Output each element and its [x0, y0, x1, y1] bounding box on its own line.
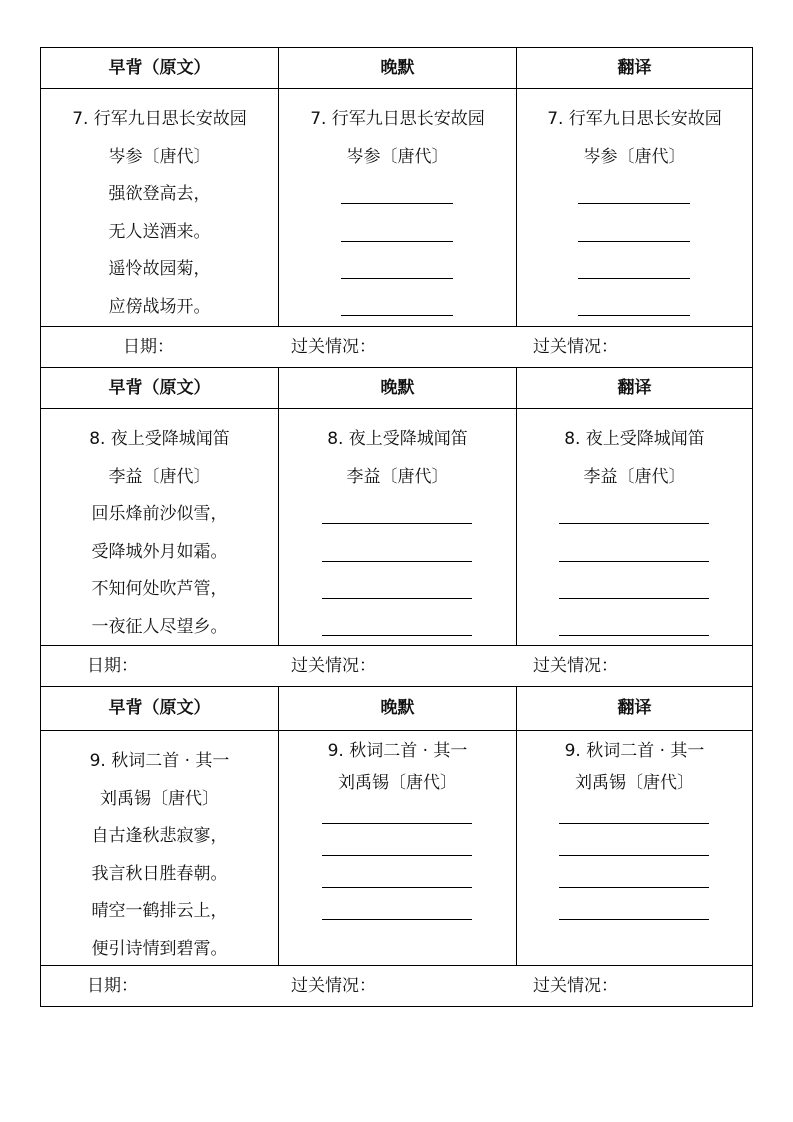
poem-block-8 [41, 368, 752, 686]
poem-line: 应傍战场开。 [108, 296, 211, 317]
blank-line[interactable] [341, 278, 453, 279]
blank-line[interactable] [322, 523, 472, 524]
blank-line[interactable] [578, 203, 690, 204]
translate-column [517, 101, 752, 176]
blank-line[interactable] [322, 598, 472, 599]
blank-line[interactable] [559, 523, 709, 524]
pass-status-label: 过关情况： [291, 976, 376, 996]
recitation-sheet [40, 47, 753, 1007]
poem-line: 我言秋日胜春朝。 [91, 863, 228, 884]
blank-line[interactable] [559, 919, 709, 920]
footer-row [41, 965, 752, 1007]
blank-line[interactable] [578, 315, 690, 316]
blank-line[interactable] [341, 203, 453, 204]
header-row [41, 687, 752, 731]
footer-row [41, 326, 752, 368]
poem-title: 9. 秋词二首 · 其一 [564, 741, 705, 761]
pass-status-label: 过关情况： [533, 337, 618, 357]
poem-line: 受降城外月如霜。 [91, 541, 228, 562]
blank-line[interactable] [559, 887, 709, 888]
blank-line[interactable] [322, 887, 472, 888]
header-translate: 翻译 [617, 58, 652, 78]
header-evening: 晚默 [380, 378, 415, 398]
poem-line: 晴空一鹤排云上， [91, 901, 228, 921]
poem-block-7 [41, 48, 752, 368]
pass-status-label: 过关情况： [533, 656, 618, 676]
pass-status-label: 过关情况： [533, 976, 618, 996]
header-original: 早背（原文） [108, 58, 211, 78]
poem-line: 遥怜故园菊， [108, 259, 211, 279]
blank-line[interactable] [559, 561, 709, 562]
header-original: 早背（原文） [108, 378, 211, 398]
blank-line[interactable] [559, 823, 709, 824]
blank-line[interactable] [322, 855, 472, 856]
poem-author: 刘禹锡〔唐代〕 [100, 788, 219, 809]
poem-block-9 [41, 687, 752, 1006]
translate-column [517, 421, 752, 496]
original-text-column [41, 421, 278, 646]
poem-line: 不知何处吹芦管， [91, 579, 228, 599]
poem-title: 8. 夜上受降城闻笛 [564, 429, 705, 449]
poem-author: 刘禹锡〔唐代〕 [575, 773, 694, 793]
poem-title: 7. 行军九日思长安故园 [310, 109, 485, 129]
poem-title: 7. 行军九日思长安故园 [72, 109, 247, 129]
poem-author: 岑参〔唐代〕 [108, 146, 211, 167]
header-translate: 翻译 [617, 378, 652, 398]
header-row [41, 368, 752, 409]
blank-line[interactable] [341, 315, 453, 316]
poem-title: 9. 秋词二首 · 其一 [327, 741, 468, 761]
header-row [41, 48, 752, 89]
blank-line[interactable] [559, 598, 709, 599]
blank-line[interactable] [322, 919, 472, 920]
date-label: 日期： [87, 656, 138, 676]
blank-line[interactable] [578, 241, 690, 242]
poem-author: 李益〔唐代〕 [583, 466, 686, 487]
footer-row [41, 645, 752, 687]
original-text-column [41, 743, 278, 968]
pass-status-label: 过关情况： [291, 337, 376, 357]
header-evening: 晚默 [380, 58, 415, 78]
header-evening: 晚默 [380, 698, 415, 718]
blank-line[interactable] [559, 855, 709, 856]
date-label: 日期： [87, 976, 138, 996]
original-text-column [41, 101, 278, 326]
pass-status-label: 过关情况： [291, 656, 376, 676]
poem-line: 无人送酒来。 [108, 221, 211, 242]
poem-line: 一夜征人尽望乡。 [91, 616, 228, 637]
poem-author: 岑参〔唐代〕 [583, 146, 686, 167]
blank-line[interactable] [559, 635, 709, 636]
poem-title: 9. 秋词二首 · 其一 [89, 751, 230, 771]
header-original: 早背（原文） [108, 698, 211, 718]
poem-author: 李益〔唐代〕 [346, 466, 449, 487]
poem-title: 7. 行军九日思长安故园 [547, 109, 722, 129]
poem-title: 8. 夜上受降城闻笛 [327, 429, 468, 449]
poem-line: 便引诗情到碧霄。 [91, 938, 228, 959]
translate-column [517, 735, 752, 799]
evening-column [279, 735, 516, 799]
poem-author: 李益〔唐代〕 [108, 466, 211, 487]
blank-line[interactable] [322, 635, 472, 636]
poem-title: 8. 夜上受降城闻笛 [89, 429, 230, 449]
poem-author: 岑参〔唐代〕 [346, 146, 449, 167]
evening-column [279, 101, 516, 176]
poem-line: 强欲登高去， [108, 184, 211, 204]
poem-line: 回乐烽前沙似雪， [91, 504, 228, 524]
blank-line[interactable] [322, 561, 472, 562]
poem-author: 刘禹锡〔唐代〕 [338, 773, 457, 793]
header-translate: 翻译 [617, 698, 652, 718]
poem-line: 自古逢秋悲寂寥， [91, 826, 228, 846]
date-label: 日期： [123, 337, 174, 357]
blank-line[interactable] [578, 278, 690, 279]
blank-line[interactable] [322, 823, 472, 824]
blank-line[interactable] [341, 241, 453, 242]
evening-column [279, 421, 516, 496]
